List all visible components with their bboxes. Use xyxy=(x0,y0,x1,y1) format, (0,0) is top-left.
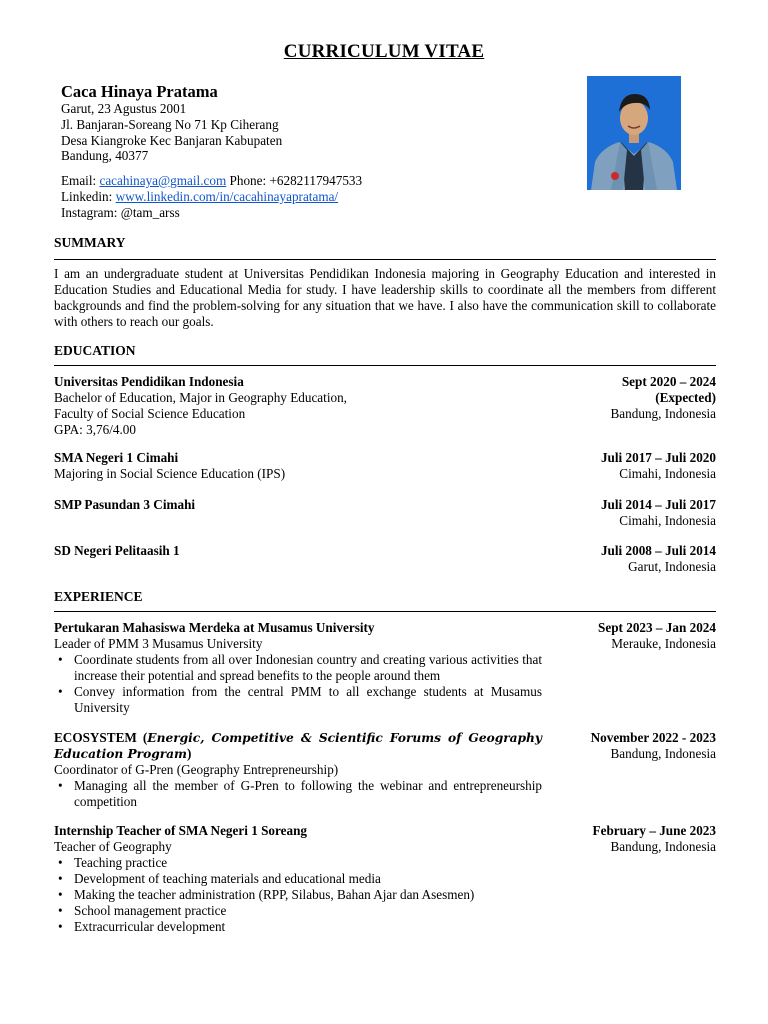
phone-number: +6282117947533 xyxy=(269,173,363,188)
email-link[interactable]: cacahinaya@gmail.com xyxy=(99,173,227,188)
education-date: Juli 2017 – Juli 2020 xyxy=(600,450,716,465)
experience-location: Bandung, Indonesia xyxy=(610,839,716,854)
education-location: Cimahi, Indonesia xyxy=(619,466,716,481)
experience-title: Pertukaran Mahasiswa Merdeka at Musamus University xyxy=(54,620,375,635)
experience-bullets xyxy=(54,652,542,716)
education-item-upi xyxy=(54,374,716,438)
education-date-note: (Expected) xyxy=(655,390,716,405)
experience-role: Coordinator of G-Pren (Geography Entrepreneurship) xyxy=(54,762,339,777)
education-location: Bandung, Indonesia xyxy=(610,406,716,421)
education-location: Garut, Indonesia xyxy=(628,559,716,574)
bullet-item: • Teaching practice xyxy=(54,855,542,871)
experience-title-italic: Energic, Competitive & Scientific Forums of Geography Education Program xyxy=(54,731,543,761)
degree-line: Bachelor of Education, Major in Geography Education, xyxy=(54,390,347,405)
school-name: SD Negeri Pelitaasih 1 xyxy=(54,543,180,558)
bullet-item: • Development of teaching materials and educational media xyxy=(54,871,542,887)
address-line-2: Desa Kiangroke Kec Banjaran Kabupaten xyxy=(61,133,283,148)
linkedin-label: Linkedin: xyxy=(61,189,113,204)
candidate-name: Caca Hinaya Pratama xyxy=(61,82,218,101)
experience-title: Internship Teacher of SMA Negeri 1 Soreang xyxy=(54,823,308,838)
experience-location: Merauke, Indonesia xyxy=(611,636,716,651)
experience-title xyxy=(54,730,542,762)
bullet-item: • Managing all the member of G-Pren to following the webinar and entrepreneurship competition xyxy=(54,778,542,810)
experience-role: Leader of PMM 3 Musamus University xyxy=(54,636,263,651)
bullet-item: • School management practice xyxy=(54,903,542,919)
school-name: Universitas Pendidikan Indonesia xyxy=(54,374,244,389)
faculty-line: Faculty of Social Science Education xyxy=(54,406,246,421)
address-line-1: Jl. Banjaran-Soreang No 71 Kp Ciherang xyxy=(61,117,279,132)
major-line: Majoring in Social Science Education (IPS) xyxy=(54,466,286,481)
education-location: Cimahi, Indonesia xyxy=(619,513,716,528)
bullet-item: • Extracurricular development xyxy=(54,919,542,935)
experience-divider xyxy=(54,611,716,612)
contact-line xyxy=(61,173,362,189)
education-date: Sept 2020 – 2024 xyxy=(621,374,716,389)
experience-date: Sept 2023 – Jan 2024 xyxy=(598,620,716,635)
experience-item-ecosystem xyxy=(54,730,716,810)
bullet-item: • Making the teacher administration (RPP, Silabus, Bahan Ajar dan Asesmen) xyxy=(54,887,542,903)
experience-title-open: ( xyxy=(142,730,148,745)
profile-photo xyxy=(587,76,681,190)
education-item-sma xyxy=(54,450,716,482)
phone-label: Phone: xyxy=(229,173,267,188)
education-item-smp xyxy=(54,497,716,529)
experience-item-internship xyxy=(54,823,716,935)
school-name: SMA Negeri 1 Cimahi xyxy=(54,450,179,465)
instagram-line: Instagram: @tam_arss xyxy=(61,205,180,220)
portrait-illustration xyxy=(587,76,681,190)
experience-item-pmm xyxy=(54,620,716,716)
experience-date: November 2022 - 2023 xyxy=(590,730,716,745)
experience-heading: EXPERIENCE xyxy=(54,589,143,604)
summary-heading: SUMMARY xyxy=(54,235,126,250)
linkedin-link[interactable]: www.linkedin.com/in/cacahinayapratama/ xyxy=(115,189,339,204)
gpa-line: GPA: 3,76/4.00 xyxy=(54,422,136,437)
document-title: CURRICULUM VITAE xyxy=(283,41,485,62)
experience-role: Teacher of Geography xyxy=(54,839,172,854)
school-name: SMP Pasundan 3 Cimahi xyxy=(54,497,196,512)
education-heading: EDUCATION xyxy=(54,343,136,358)
experience-bullets xyxy=(54,778,542,810)
bullet-item: • Convey information from the central PMM to all exchange students at Musamus University xyxy=(54,684,542,716)
summary-text: I am an undergraduate student at Universitas Pendidikan Indonesia majoring in Geography Education and interested in Education Studies and Educational Media for study. I have leadership skills to coordinate all the members from different backgrounds and find the problem-solving for any situation that we have. I also have the communication skill to collaborate with others to reach our goals. xyxy=(54,266,716,329)
linkedin-line xyxy=(61,189,338,205)
experience-bullets xyxy=(54,855,542,935)
bullet-item: • Coordinate students from all over Indonesian country and creating various activities that increase their potential and spread benefits to the people around them xyxy=(54,652,542,684)
experience-title-close: ) xyxy=(186,746,192,761)
education-item-sd xyxy=(54,543,716,575)
summary-divider xyxy=(54,259,716,260)
email-label: Email: xyxy=(61,173,97,188)
birth-info: Garut, 23 Agustus 2001 xyxy=(61,101,187,116)
experience-location: Bandung, Indonesia xyxy=(610,746,716,761)
education-divider xyxy=(54,365,716,366)
experience-title-main: ECOSYSTEM xyxy=(54,730,137,745)
education-date: Juli 2008 – Juli 2014 xyxy=(600,543,716,558)
address-line-3: Bandung, 40377 xyxy=(61,148,149,163)
experience-date: February – June 2023 xyxy=(592,823,716,838)
education-date: Juli 2014 – Juli 2017 xyxy=(600,497,716,512)
